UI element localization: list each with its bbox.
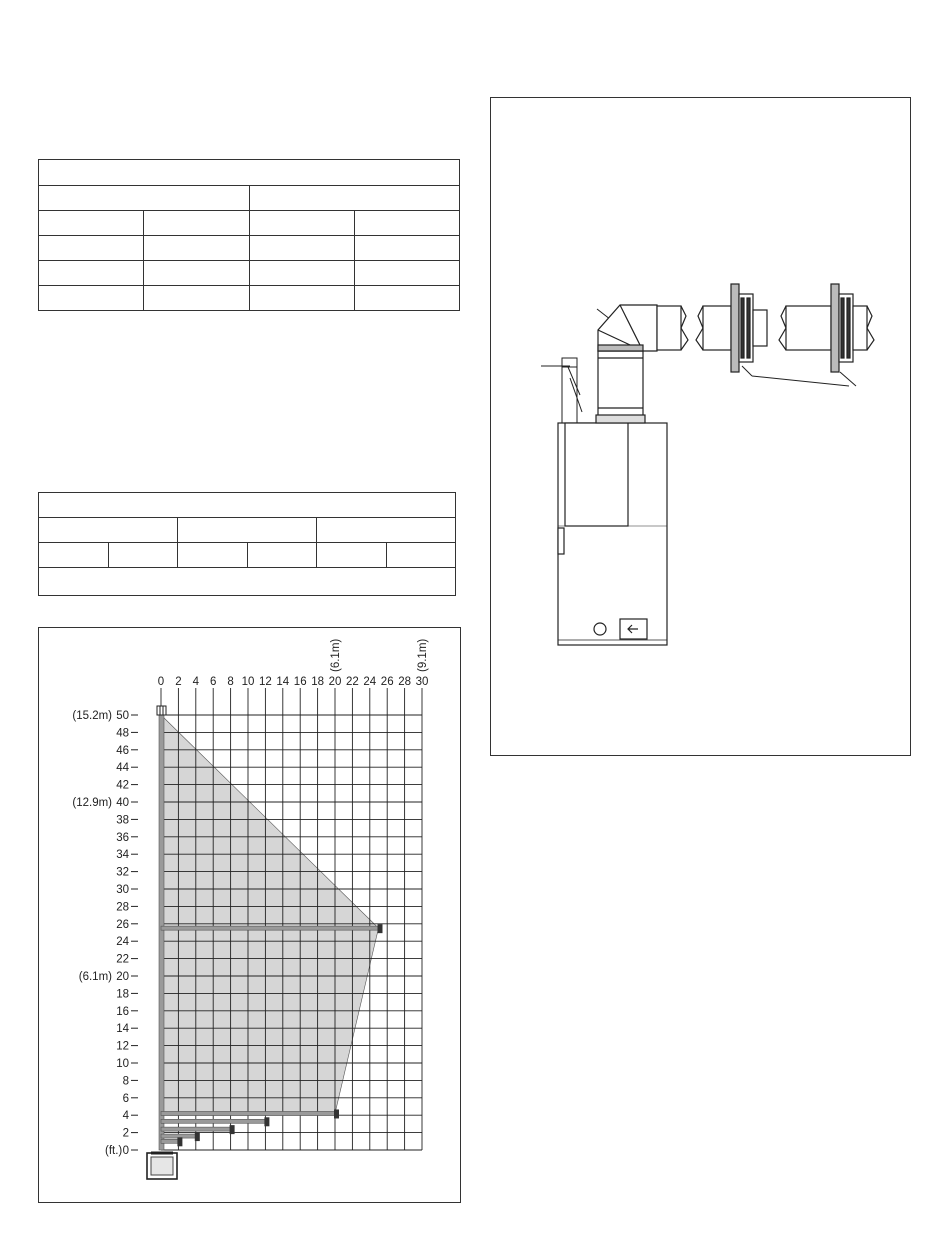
- y-tick-label: 28: [116, 901, 129, 914]
- x-tick-label: 24: [363, 676, 377, 688]
- x-tick-label: 8: [227, 676, 234, 688]
- y-tick-label: 4: [122, 1110, 129, 1123]
- y-tick-label: 2: [122, 1127, 129, 1140]
- y-tick-label: 10: [116, 1058, 129, 1070]
- x-metric-label: (6.1m): [330, 638, 342, 672]
- y-tick-label: 24: [116, 936, 129, 949]
- x-tick-label: 14: [276, 676, 290, 688]
- x-metric-label: (9.1m): [417, 638, 429, 672]
- y-tick-label: 18: [116, 988, 129, 1001]
- x-tick-label: 18: [311, 676, 324, 688]
- wall-termination-pipe: [779, 284, 874, 372]
- y-tick-label: 50: [116, 710, 129, 722]
- x-tick-label: 28: [398, 676, 411, 688]
- y-tick-label: 48: [116, 727, 129, 740]
- y-metric-label: (6.1m): [78, 971, 112, 983]
- x-tick-label: 16: [293, 676, 307, 688]
- y-tick-label: 44: [116, 762, 129, 775]
- y-tick-label: 38: [116, 814, 129, 827]
- y-unit-label: (ft.): [105, 1145, 123, 1157]
- y-tick-label: 20: [116, 971, 129, 983]
- y-tick-label: 14: [116, 1023, 129, 1036]
- x-tick-label: 0: [157, 676, 165, 688]
- appliance-body: [558, 423, 667, 645]
- y-tick-label: 0: [122, 1145, 129, 1157]
- y-tick-label: 12: [116, 1040, 129, 1053]
- y-tick-label: 8: [122, 1075, 129, 1088]
- y-tick-label: 40: [116, 797, 129, 809]
- y-tick-label: 32: [116, 866, 129, 879]
- y-tick-label: 30: [116, 884, 129, 896]
- y-tick-label: 16: [116, 1005, 129, 1018]
- y-tick-label: 34: [116, 849, 129, 862]
- y-tick-label: 26: [116, 918, 129, 931]
- y-tick-label: 6: [122, 1092, 129, 1105]
- y-tick-label: 42: [116, 779, 129, 792]
- x-tick-label: 6: [209, 676, 217, 688]
- x-tick-label: 20: [328, 676, 342, 688]
- x-tick-label: 30: [415, 676, 429, 688]
- vertical-vent-pipe: [596, 351, 645, 423]
- y-tick-label: 36: [116, 831, 129, 844]
- x-tick-label: 22: [346, 676, 359, 688]
- y-metric-label: (15.2m): [72, 710, 112, 722]
- x-tick-label: 26: [380, 676, 394, 688]
- vent-elbow: [598, 305, 657, 351]
- x-tick-label: 2: [175, 676, 182, 688]
- y-metric-label: (12.9m): [72, 797, 112, 809]
- x-tick-label: 4: [192, 676, 200, 688]
- x-tick-label: 10: [241, 676, 255, 688]
- x-tick-label: 12: [259, 676, 272, 688]
- y-tick-label: 46: [116, 744, 129, 757]
- y-tick-label: 22: [116, 953, 129, 966]
- horizontal-vent-pipe: [657, 284, 767, 372]
